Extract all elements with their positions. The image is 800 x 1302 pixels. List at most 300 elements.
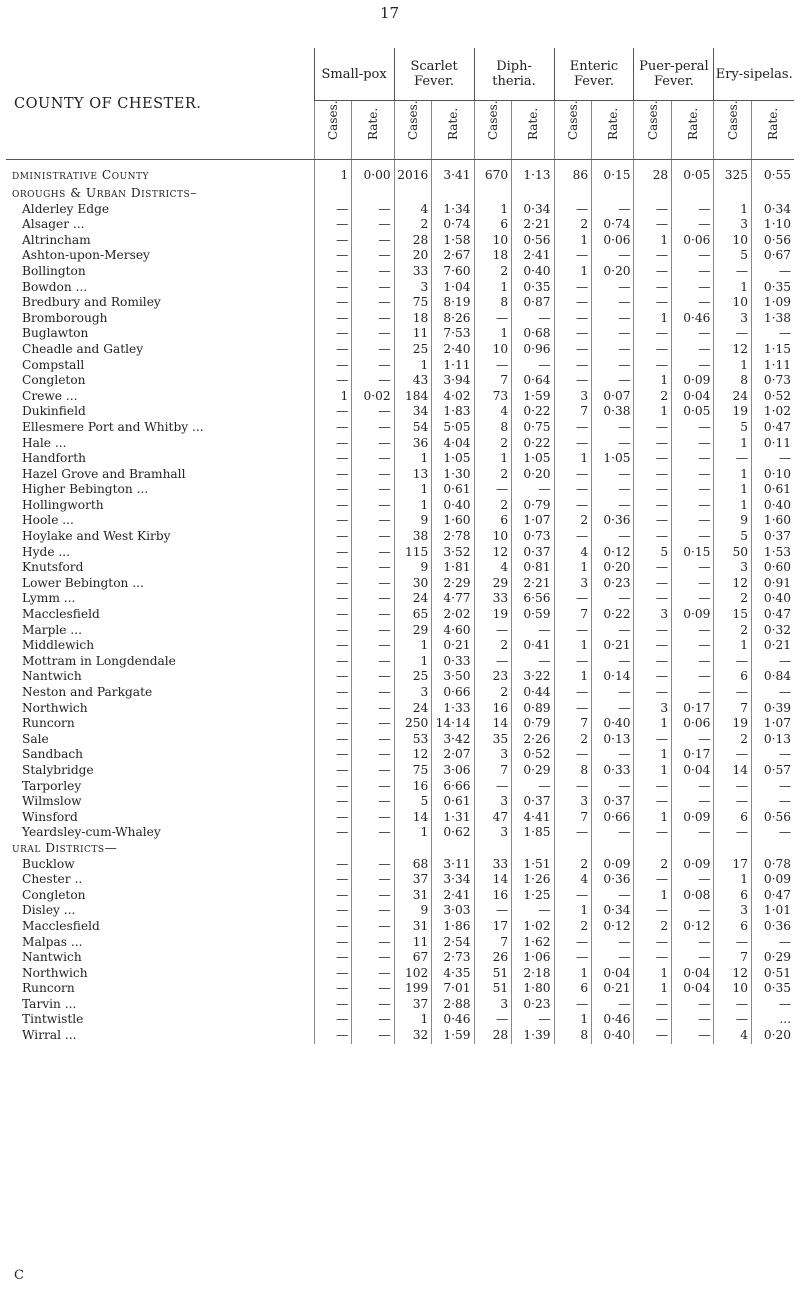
rate-cell: 0·41 [512,638,554,654]
cases-cell: 115 [394,545,432,561]
rate-cell: — [672,950,714,966]
cases-cell: 30 [394,576,432,592]
rate-cell: 0·34 [592,903,634,919]
cases-cell: — [314,467,352,483]
rate-cell: 0·12 [592,545,634,561]
cases-cell: — [314,779,352,795]
rate-cell: 0·40 [592,716,634,732]
rate-cell: 0·09 [672,373,714,389]
district-name: Knutsford [22,560,84,575]
district-name: Tintwistle [22,1012,84,1027]
cases-cell: — [714,779,752,795]
rate-cell: 1·62 [512,935,554,951]
rate-cell: — [672,248,714,264]
rate-cell: 0·46 [672,311,714,327]
rate-cell: 0·40 [592,1028,634,1044]
cases-cell: 10 [474,529,512,545]
cases-cell: — [634,1028,672,1044]
cases-cell: 184 [394,389,432,405]
cases-cell: — [314,981,352,997]
cases-cell: 3 [714,560,752,576]
district-name: Chester .. [22,872,83,887]
rate-cell: 2·02 [432,607,474,623]
cases-cell: 53 [394,732,432,748]
district-name: Altrincham [22,232,91,247]
district-name: Macclesfield [22,607,100,622]
rate-cell: — [352,404,394,420]
column-header-label: Cases. [405,100,420,140]
rate-cell: — [592,482,634,498]
cases-cell: 3 [634,607,672,623]
rate-cell: — [592,467,634,483]
cases-cell: — [314,248,352,264]
rate-cell: — [752,825,794,841]
rate-cell: 0·17 [672,701,714,717]
cases-cell: 12 [714,966,752,982]
cases-cell: — [474,654,512,670]
district-name: Nantwich [22,950,82,965]
cases-cell: — [634,358,672,374]
table-row [6,747,794,763]
rate-cell: 0·66 [592,810,634,826]
table-row [6,794,794,810]
rate-cell: 2·07 [432,747,474,763]
cases-cell: 12 [714,576,752,592]
cases-cell: — [314,747,352,763]
rate-cell: — [592,498,634,514]
table-row [6,482,794,498]
column-header-label: Cases. [325,100,340,140]
rate-cell: 0·36 [592,872,634,888]
rate-cell: 0·39 [752,701,794,717]
rate-cell: 0·15 [592,160,634,187]
rate-cell: 0·21 [752,638,794,654]
cases-cell: 3 [474,794,512,810]
rate-cell: — [352,763,394,779]
district-name: Buglawton [22,326,89,341]
cases-cell: 37 [394,872,432,888]
rate-cell: 0·04 [592,966,634,982]
cases-cell: 1 [554,903,592,919]
cases-cell: 38 [394,529,432,545]
table-row [6,264,794,280]
rate-cell: — [672,669,714,685]
rate-cell: 1·81 [432,560,474,576]
table-row [6,326,794,342]
cases-cell: 8 [714,373,752,389]
rate-cell: — [592,623,634,639]
cases-cell: — [634,326,672,342]
rate-cell: — [672,358,714,374]
rate-cell: 0·12 [672,919,714,935]
rate-cell: 3·34 [432,872,474,888]
cases-cell: — [714,685,752,701]
rate-cell: 0·20 [512,467,554,483]
cases-cell: 3 [634,701,672,717]
table-row [6,436,794,452]
district-name: Hazel Grove and Bramhall [22,466,186,481]
cases-cell: — [634,498,672,514]
rate-column-header [352,101,394,160]
rate-cell: 0·04 [672,389,714,405]
cases-cell: 2 [474,467,512,483]
rate-cell: — [352,669,394,685]
column-header-label: Rate. [365,107,380,140]
cases-cell: 1 [474,451,512,467]
cases-cell: 3 [394,685,432,701]
cases-cell: — [314,342,352,358]
district-name: Marple ... [22,622,82,637]
rate-column-header [432,101,474,160]
rate-cell: — [592,358,634,374]
cases-cell: 670 [474,160,512,187]
cases-cell: 2 [634,919,672,935]
cases-cell: 25 [394,342,432,358]
district-name: Ellesmere Port and Whitby ... [22,419,204,434]
rate-cell: 0·78 [752,857,794,873]
rate-cell: 0·68 [512,326,554,342]
rate-cell: — [672,264,714,280]
rate-cell: 2·73 [432,950,474,966]
rate-cell: 0·20 [592,264,634,280]
cases-cell: 1 [634,981,672,997]
rate-cell: — [592,935,634,951]
rate-cell: — [352,280,394,296]
cases-cell: — [634,669,672,685]
rate-cell: — [352,326,394,342]
cases-cell: 1 [474,202,512,218]
table-row [6,389,794,405]
rate-cell: — [592,591,634,607]
rate-cell: 1·05 [512,451,554,467]
rate-cell: 1·11 [752,358,794,374]
table-row [6,779,794,795]
cases-cell: 4 [474,560,512,576]
county-title: COUNTY OF CHESTER. [6,48,314,160]
rate-cell: — [592,436,634,452]
cases-cell: — [314,763,352,779]
cases-cell: — [714,794,752,810]
cases-cell: — [554,685,592,701]
cases-cell: 6 [474,217,512,233]
rate-cell: — [672,638,714,654]
cases-cell: — [634,935,672,951]
rate-cell: 0·29 [752,950,794,966]
cases-cell: 1 [634,233,672,249]
rate-cell: 0·06 [672,716,714,732]
cases-cell: 24 [714,389,752,405]
district-name: Congleton [22,373,86,388]
cases-cell: 1 [634,311,672,327]
rate-cell: 0·66 [432,685,474,701]
rate-cell: — [672,529,714,545]
rate-cell: 0·67 [752,248,794,264]
cases-cell [714,841,752,857]
cases-cell: 1 [714,638,752,654]
rate-cell: 0·06 [672,233,714,249]
cases-cell: — [314,591,352,607]
rate-cell: — [672,342,714,358]
rate-cell: 0·05 [672,404,714,420]
column-header-label: Cases. [565,100,580,140]
cases-cell: 7 [474,935,512,951]
rate-cell: — [672,280,714,296]
disease-header: Diph-theria. [474,48,554,101]
rate-cell: 4·04 [432,436,474,452]
table-row [6,981,794,997]
cases-cell: 75 [394,295,432,311]
district-name: Compstall [22,357,85,372]
table-row [6,451,794,467]
rate-cell [592,186,634,202]
cases-cell: — [554,467,592,483]
table-row [6,763,794,779]
cases-cell: 12 [394,747,432,763]
cases-cell: 75 [394,763,432,779]
cases-cell: 43 [394,373,432,389]
cases-cell: — [634,732,672,748]
cases-cell: — [314,545,352,561]
rate-cell: — [672,326,714,342]
rate-cell: — [672,451,714,467]
rate-cell: — [352,545,394,561]
cases-cell: 34 [394,404,432,420]
district-name: Hale ... [22,435,67,450]
cases-cell: — [314,326,352,342]
table-row [6,638,794,654]
district-name: Winsford [22,809,78,824]
district-name: Alsager ... [22,217,85,232]
disease-header: Enteric Fever. [554,48,634,101]
rate-cell: 0·05 [672,160,714,187]
rate-cell: 0·23 [512,997,554,1013]
rate-cell: — [352,794,394,810]
cases-cell: 31 [394,919,432,935]
cases-cell: — [634,825,672,841]
cases-cell: 1 [314,160,352,187]
cases-cell: 1 [714,436,752,452]
rate-cell [592,841,634,857]
rate-cell: 1·06 [512,950,554,966]
cases-cell: 13 [394,467,432,483]
cases-cell: 1 [394,1012,432,1028]
cases-cell: — [474,623,512,639]
district-name: Wilmslow [22,794,82,809]
cases-cell: 10 [474,342,512,358]
cases-cell: 2 [554,513,592,529]
column-header-label: Rate. [445,107,460,140]
table-row [6,513,794,529]
rate-cell: — [592,342,634,358]
rate-cell: 4·35 [432,966,474,982]
rate-cell: — [352,420,394,436]
cases-cell: — [314,669,352,685]
cases-cell: — [714,1012,752,1028]
cases-cell: 3 [714,311,752,327]
cases-cell: 1 [474,326,512,342]
disease-header: Puer-peral Fever. [634,48,714,101]
cases-cell: 51 [474,966,512,982]
rate-cell: — [352,857,394,873]
cases-cell: — [314,997,352,1013]
rate-cell: 1·02 [512,919,554,935]
rate-cell: 0·33 [592,763,634,779]
rate-cell: 0·35 [752,981,794,997]
rate-cell: — [352,825,394,841]
cases-cell: 1 [394,358,432,374]
cases-cell: 2 [554,919,592,935]
rate-cell: — [672,732,714,748]
cases-cell: — [474,311,512,327]
rate-cell: — [752,935,794,951]
cases-cell: — [554,779,592,795]
rate-cell: 1·30 [432,467,474,483]
rate-cell: 3·22 [512,669,554,685]
table-row [6,217,794,233]
table-row [6,498,794,514]
district-name: Bredbury and Romiley [22,295,161,310]
rate-cell: 2·67 [432,248,474,264]
rate-cell: 0·61 [752,482,794,498]
rate-cell: — [672,872,714,888]
rate-cell: 0·11 [752,436,794,452]
cases-cell: 11 [394,935,432,951]
rate-cell: 1·85 [512,825,554,841]
rate-cell: 0·22 [592,607,634,623]
rate-cell: 0·36 [592,513,634,529]
table-row [6,373,794,389]
district-name: Bucklow [22,856,75,871]
rate-cell: 2·26 [512,732,554,748]
rate-cell: — [672,623,714,639]
rate-cell: 0·75 [512,420,554,436]
rate-cell: — [752,747,794,763]
cases-cell: — [554,248,592,264]
cases-cell: — [314,732,352,748]
cases-cell: 29 [394,623,432,639]
cases-cell: 3 [474,747,512,763]
rate-cell: — [352,903,394,919]
rate-cell: — [352,779,394,795]
rate-cell: 2·21 [512,576,554,592]
cases-cell: 16 [474,701,512,717]
cases-cell: — [314,217,352,233]
rate-cell: — [592,685,634,701]
rate-cell: — [752,654,794,670]
rate-cell: — [592,295,634,311]
cases-cell: — [554,436,592,452]
cases-cell [634,186,672,202]
cases-cell: — [314,701,352,717]
district-name: Tarvin ... [22,996,77,1011]
cases-column-header [634,101,672,160]
cases-cell: — [634,248,672,264]
cases-cell: — [634,482,672,498]
table-row [6,654,794,670]
column-header-label: Cases. [485,100,500,140]
cases-cell: 86 [554,160,592,187]
rate-cell: 1·04 [432,280,474,296]
rate-cell: 5·05 [432,420,474,436]
column-header-label: Rate. [525,107,540,140]
rate-cell: 2·41 [512,248,554,264]
rate-cell: — [592,779,634,795]
rate-cell: — [592,888,634,904]
cases-cell: — [554,420,592,436]
cases-cell: 1 [634,763,672,779]
rate-cell: 0·22 [512,404,554,420]
cases-cell: 2 [714,591,752,607]
rate-cell: 0·44 [512,685,554,701]
rate-cell: — [592,280,634,296]
rate-cell: — [672,794,714,810]
rate-cell: 1·15 [752,342,794,358]
cases-cell: — [634,1012,672,1028]
rate-cell: 1·05 [432,451,474,467]
rate-cell: 0·21 [592,981,634,997]
cases-cell: 37 [394,997,432,1013]
rate-cell: 0·14 [592,669,634,685]
cases-cell: 4 [554,545,592,561]
section-row [6,160,794,187]
cases-cell: 12 [474,545,512,561]
table-row [6,825,794,841]
cases-cell: — [474,482,512,498]
rate-cell: — [672,295,714,311]
cases-cell: 9 [714,513,752,529]
cases-cell: — [314,903,352,919]
disease-header: Scarlet Fever. [394,48,474,101]
rate-cell: 2·41 [432,888,474,904]
rate-cell: — [672,482,714,498]
district-name: Runcorn [22,716,75,731]
district-name: Hollingworth [22,497,104,512]
cases-cell: — [314,233,352,249]
rate-cell: 3·06 [432,763,474,779]
cases-cell: 25 [394,669,432,685]
rate-cell: — [512,311,554,327]
rate-cell: 0·09 [672,857,714,873]
rate-cell: — [352,248,394,264]
district-name: Disley ... [22,903,76,918]
district-name: Middlewich [22,638,95,653]
cases-cell: 9 [394,513,432,529]
rate-cell: — [352,935,394,951]
rate-cell: 0·09 [672,607,714,623]
page-number: 17 [380,4,400,22]
rate-cell: — [672,576,714,592]
rate-cell: 4·77 [432,591,474,607]
cases-cell: 14 [714,763,752,779]
rate-cell: — [672,202,714,218]
cases-cell: — [314,1012,352,1028]
district-name: Neston and Parkgate [22,685,153,699]
cases-cell: — [634,872,672,888]
rate-cell: — [592,373,634,389]
rate-cell: 1·83 [432,404,474,420]
cases-cell: 24 [394,701,432,717]
cases-cell: — [474,903,512,919]
cases-cell: 15 [714,607,752,623]
cases-column-header [714,101,752,160]
cases-cell: — [714,747,752,763]
cases-cell: 1 [394,638,432,654]
rate-cell: 0·60 [752,560,794,576]
cases-cell: — [714,326,752,342]
cases-cell: 29 [474,576,512,592]
section-row [6,186,794,202]
cases-cell: — [634,591,672,607]
